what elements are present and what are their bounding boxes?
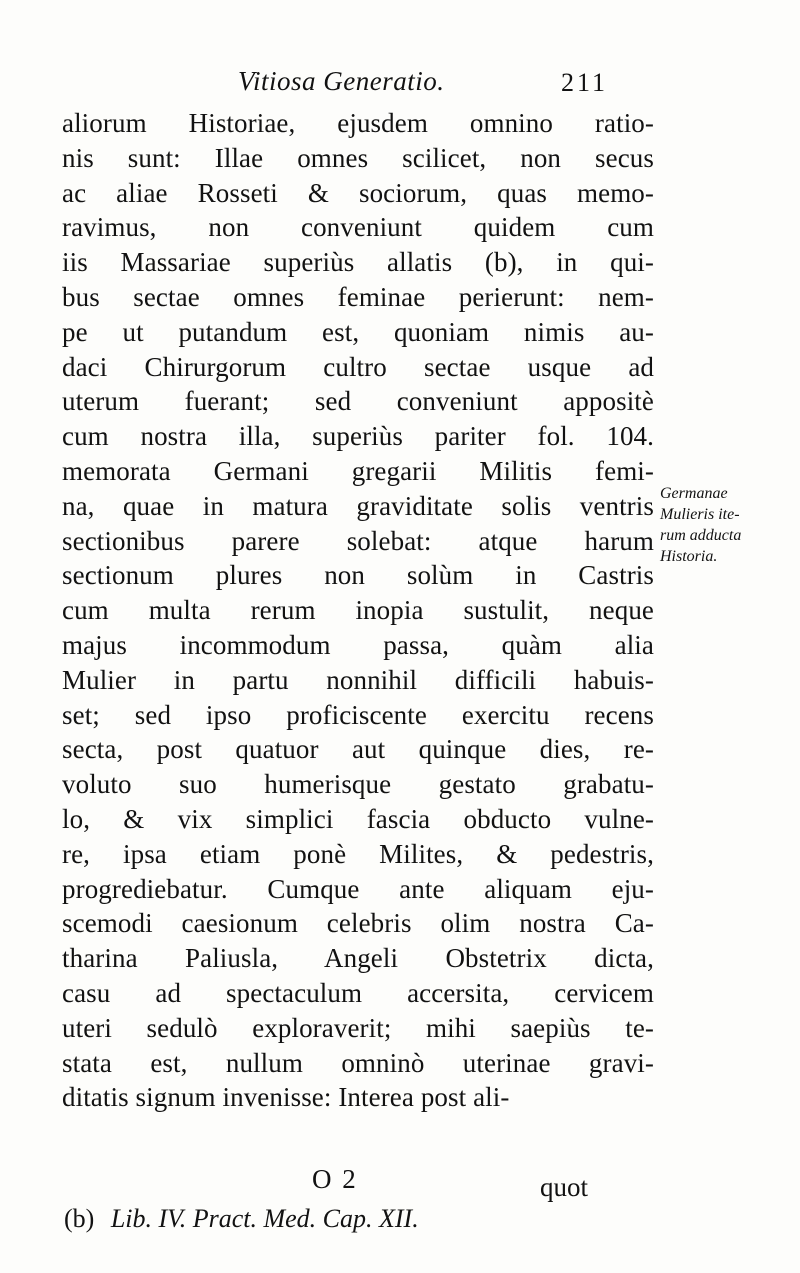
text-line: pe ut putandum est, quoniam nimis au- — [62, 316, 654, 347]
text-line: sectionum plures non solùm in Castris — [62, 560, 654, 591]
text-line: lo, & vix simplici fascia obducto vulne- — [62, 803, 654, 834]
margin-note-line: Mulieris ite- — [660, 506, 740, 523]
text-line: ac aliae Rosseti & sociorum, quas memo- — [62, 177, 654, 208]
text-line: iis Massariae superiùs allatis (b), in qui- — [62, 247, 654, 278]
text-line: re, ipsa etiam ponè Milites, & pedestris, — [62, 838, 654, 869]
running-head: Vitiosa Generatio. — [238, 66, 445, 96]
text-line: set; sed ipso proficiscente exercitu recens — [62, 699, 654, 730]
text-line: sectionibus parere solebat: atque harum — [62, 525, 654, 556]
body-text — [62, 106, 654, 1115]
text-line: voluto suo humerisque gestato grabatu- — [62, 769, 654, 800]
text-line: tharina Paliusla, Angeli Obstetrix dicta, — [62, 943, 654, 974]
margin-note-line: Germanae — [660, 485, 728, 502]
text-line: nis sunt: Illae omnes scilicet, non secus — [62, 142, 654, 173]
text-line: uterum fuerant; sed conveniunt appositè — [62, 386, 654, 417]
text-line: casu ad spectaculum accersita, cervicem — [62, 977, 654, 1008]
text-line: na, quae in matura graviditate solis ventris — [62, 490, 654, 521]
text-line: scemodi caesionum celebris olim nostra Ca- — [62, 908, 654, 939]
margin-note-line: Historia. — [660, 548, 718, 565]
text-line: cum multa rerum inopia sustulit, neque — [62, 595, 654, 626]
text-line: bus sectae omnes feminae perierunt: nem- — [62, 281, 654, 312]
text-line: Mulier in partu nonnihil difficili habuis- — [62, 664, 654, 695]
footnote — [64, 1204, 419, 1234]
text-line: progrediebatur. Cumque ante aliquam eju- — [62, 873, 654, 904]
page-number: 211 — [561, 68, 609, 97]
text-line: secta, post quatuor aut quinque dies, re- — [62, 734, 654, 765]
text-line: uteri sedulò exploraverit; mihi saepiùs te- — [62, 1012, 654, 1043]
text-line: cum nostra illa, superiùs pariter fol. 104. — [62, 421, 654, 452]
text-line: aliorum Historiae, ejusdem omnino ratio- — [62, 108, 654, 138]
text-line: stata est, nullum omninò uterinae gravi- — [62, 1047, 654, 1078]
signature-mark: O 2 — [312, 1164, 358, 1194]
text-line: majus incommodum passa, quàm alia — [62, 629, 654, 660]
margin-note-line: rum adducta — [660, 527, 742, 544]
text-line: daci Chirurgorum cultro sectae usque ad — [62, 351, 654, 382]
footnote-mark: (b) — [64, 1204, 95, 1233]
text-line: ditatis signum invenisse: Interea post ali- — [62, 1082, 510, 1113]
text-line: memorata Germani gregarii Militis femi- — [62, 455, 654, 486]
text-line: ravimus, non conveniunt quidem cum — [62, 212, 654, 243]
footnote-reference: Lib. IV. Pract. Med. Cap. XII. — [110, 1204, 419, 1233]
margin-note — [660, 483, 790, 567]
catchword: quot — [540, 1172, 589, 1202]
page-header — [238, 66, 609, 106]
